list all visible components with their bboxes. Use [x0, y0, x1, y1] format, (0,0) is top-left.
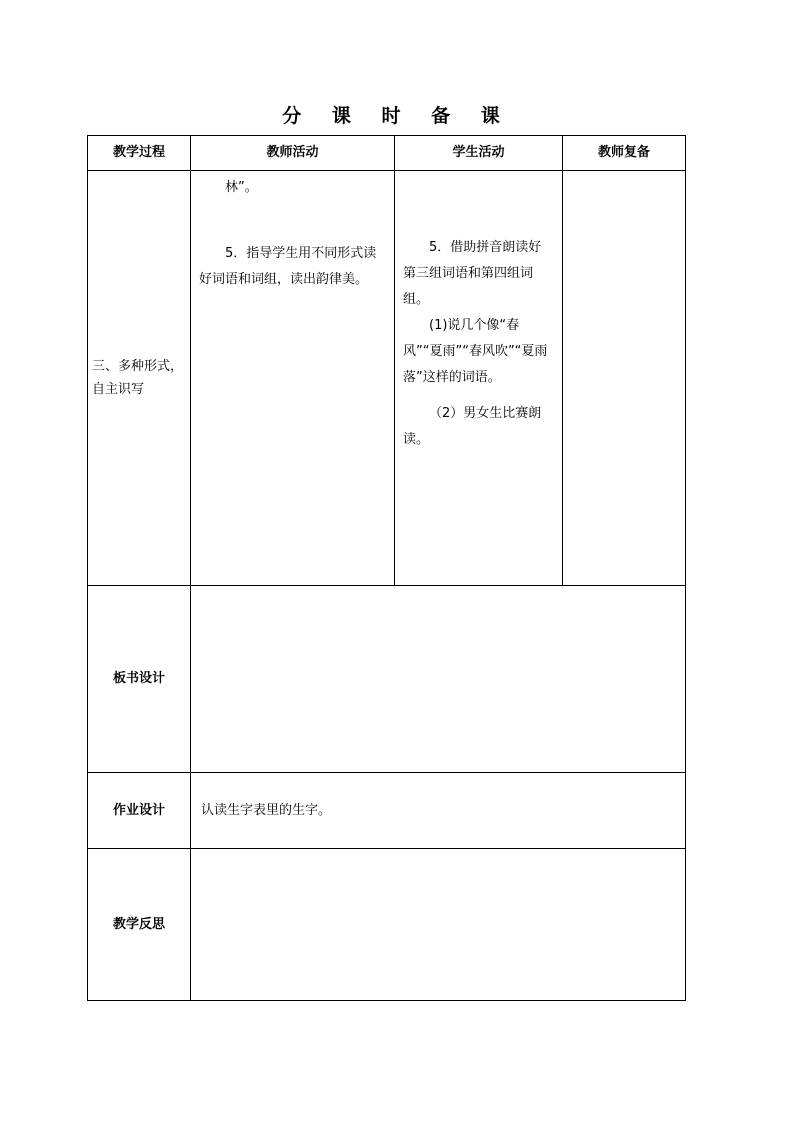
header-teaching-process: 教学过程	[88, 136, 191, 171]
reflection-label: 教学反思	[88, 849, 191, 1001]
header-teacher-review: 教师复备	[563, 136, 686, 171]
student-item-2: (1)说几个像“春风”“夏雨”“春风吹”“夏雨落”这样的词语。	[403, 318, 548, 385]
lesson-plan-table	[87, 135, 686, 1001]
homework-label: 作业设计	[88, 773, 191, 849]
reflection-row	[88, 849, 686, 1001]
header-student-activity: 学生活动	[395, 136, 563, 171]
teacher-review-cell	[563, 171, 686, 586]
homework-row	[88, 773, 686, 849]
header-teacher-activity: 教师活动	[191, 136, 395, 171]
header-row	[88, 136, 686, 171]
teacher-line-1: 林”。	[225, 180, 258, 195]
student-item-3: （2）男女生比赛朗读。	[403, 406, 542, 447]
student-item-1: 5．借助拼音朗读好第三组词语和第四组词组。	[403, 240, 542, 307]
homework-content: 认读生字表里的生字。	[191, 773, 686, 849]
stage-cell	[88, 171, 191, 586]
board-design-content	[191, 586, 686, 773]
teacher-activity-cell	[191, 171, 395, 586]
teacher-line-2: 5．指导学生用不同形式读好词语和词组，读出韵律美。	[199, 246, 377, 287]
board-design-label: 板书设计	[88, 586, 191, 773]
reflection-content	[191, 849, 686, 1001]
board-design-row	[88, 586, 686, 773]
student-activity-cell	[395, 171, 563, 586]
main-row	[88, 171, 686, 586]
page-title: 分 课 时 备 课	[282, 105, 512, 127]
stage-text: 三、多种形式，自主识写	[92, 359, 184, 397]
